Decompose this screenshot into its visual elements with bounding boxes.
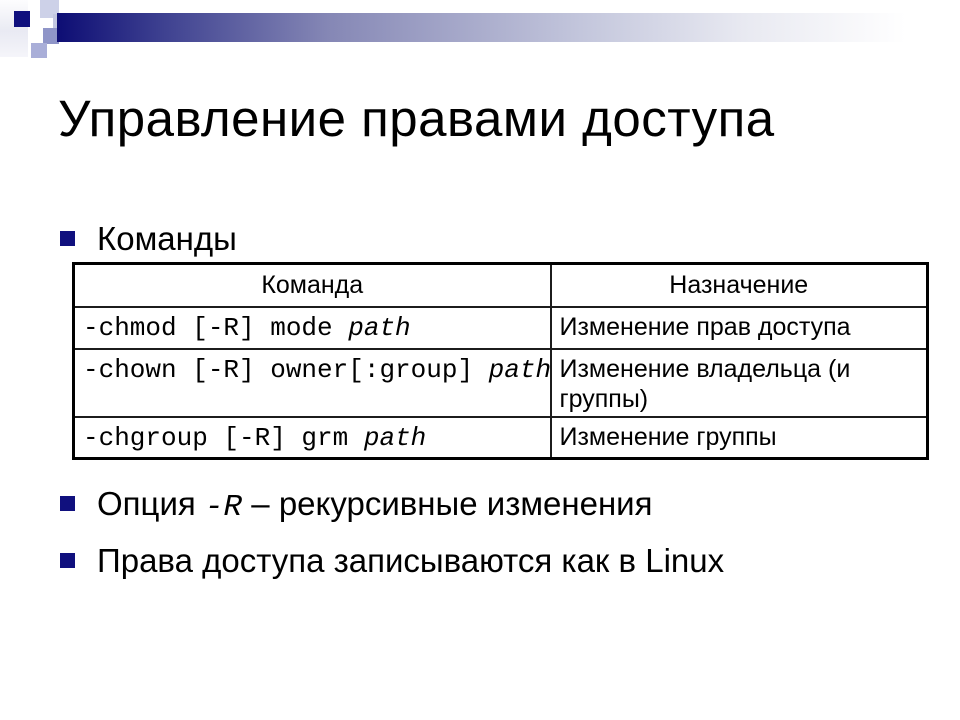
option-prefix: Опция (97, 485, 205, 522)
commands-table (72, 262, 929, 460)
command-text: -chgroup [-R] grm (83, 422, 364, 453)
deco-left-strip (0, 0, 28, 57)
purpose-cell: Изменение группы (551, 417, 928, 459)
bullet-item-commands (60, 218, 237, 259)
bullet-square-icon (60, 553, 75, 568)
bullet-item-option-r (60, 483, 652, 528)
bullet-option-label (97, 483, 652, 528)
bullet-square-icon (60, 231, 75, 246)
option-code: -R (204, 490, 243, 525)
command-text: -chmod [-R] mode (83, 312, 349, 343)
command-text: -chown [-R] owner[:group] (83, 354, 489, 385)
command-arg: path (348, 312, 411, 343)
command-arg: path (488, 354, 552, 385)
bullet-rights-label: Права доступа записываются как в Linux (97, 542, 725, 579)
purpose-cell: Изменение прав доступа (551, 307, 928, 349)
bullet-commands-label: Команды (97, 220, 237, 257)
table-row-chown (74, 349, 928, 417)
bullet-item-rights (60, 540, 724, 581)
table-header-purpose: Назначение (551, 264, 928, 307)
slide-title: Управление правами доступа (58, 90, 775, 147)
deco-navy-square (14, 11, 30, 27)
deco-gradient-bar (57, 13, 960, 42)
bullet-square-icon (60, 496, 75, 511)
command-arg: path (363, 422, 427, 453)
purpose-cell: Изменение владельца (и группы) (551, 349, 928, 417)
command-cell (74, 307, 551, 349)
deco-slate-square-lower (31, 43, 47, 58)
command-cell (74, 349, 551, 417)
option-suffix: – рекурсивные изменения (242, 485, 653, 522)
table-header-row (74, 264, 928, 307)
table-row-chgroup (74, 417, 928, 459)
command-cell (74, 417, 551, 459)
table-row-chmod (74, 307, 928, 349)
table-header-command: Команда (74, 264, 551, 307)
